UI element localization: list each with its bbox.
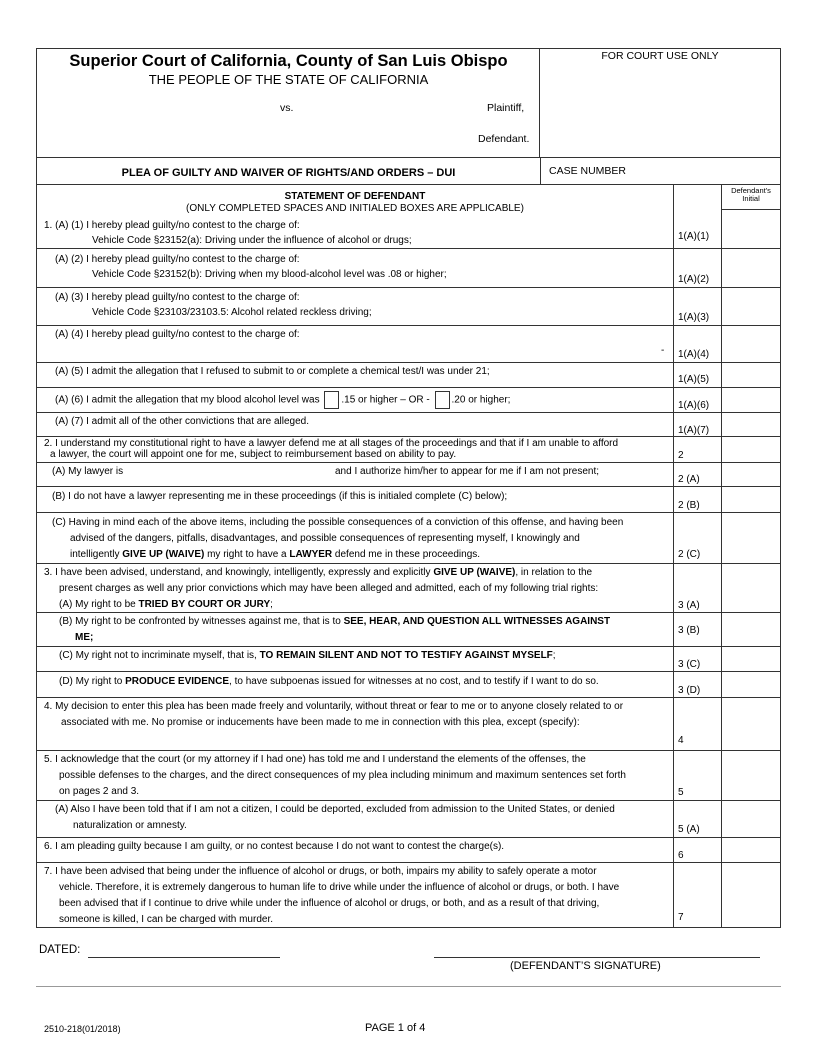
item-4-line1: 4. My decision to enter this plea has been made freely and voluntarily, without threat or fear to me or to anyone closely related to or <box>44 701 624 712</box>
item-3c-text: ; <box>552 650 556 661</box>
divider <box>37 800 780 801</box>
people-line: THE PEOPLE OF THE STATE OF CALIFORNIA <box>148 72 429 87</box>
item-7-line1: 7. I have been advised that being under the influence of alcohol or drugs, or both, impairs my ability to safely operate a motor <box>44 866 597 877</box>
vs-label: vs. <box>280 102 294 114</box>
item-1a7-number: 1(A)(7) <box>678 425 710 436</box>
item-5-line2: possible defenses to the charges, and the direct consequences of my plea including minimum and maximum sentences set forth <box>59 770 626 781</box>
item-3d-text: , to have subpoenas issued for witnesses at no cost, and to testify if I want to do so. <box>229 676 599 687</box>
statement-table <box>36 185 781 928</box>
item-7-line3: been advised that if I continue to drive while under the influence of alcohol or drugs, or both, and as a result of that driving, <box>59 898 600 909</box>
item-2c-line3-text: defend me in these proceedings. <box>332 549 481 560</box>
caption-box <box>36 48 781 185</box>
case-number-field[interactable] <box>540 158 779 185</box>
item-1a2-number: 1(A)(2) <box>678 274 710 285</box>
item-5-line3: on pages 2 and 3. <box>59 786 140 797</box>
divider <box>37 646 780 647</box>
item-2c-line1: (C) Having in mind each of the above items, including the possible consequences of a conviction of this offense, and having been <box>52 517 624 528</box>
item-3b-line1 <box>59 616 610 628</box>
item-4-line2: associated with me. No promise or inducements have been made to me in connection with this plea, except (specify): <box>61 717 580 728</box>
item-2a-pre: (A) My lawyer is <box>52 466 124 477</box>
item-3d-text: (D) My right to <box>59 676 126 687</box>
dated-label: DATED: <box>39 944 81 956</box>
plaintiff-label: Plaintiff, <box>487 102 525 114</box>
item-3a-line1 <box>59 599 273 611</box>
item-3d-line1 <box>59 676 599 688</box>
item-2c-line3-text: my right to have a <box>204 549 290 560</box>
item-7-line4: someone is killed, I can be charged with murder. <box>59 914 273 925</box>
item-1a4-line1: (A) (4) I hereby plead guilty/no contest to the charge of: <box>55 329 300 340</box>
divider <box>37 837 780 838</box>
item-2c-line3 <box>70 549 480 561</box>
item-5-line1: 5. I acknowledge that the court (or my attorney if I had one) has told me and I understand the elements of the offenses, the <box>44 754 586 765</box>
item-2a-number: 2 (A) <box>678 474 700 485</box>
item-3a-text: ; <box>270 599 273 610</box>
item-1a3-number: 1(A)(3) <box>678 312 710 323</box>
item-3b-bold: SEE, HEAR, AND QUESTION ALL WITNESSES AGAINST <box>343 616 611 627</box>
divider <box>37 563 780 564</box>
court-use-box[interactable] <box>540 49 780 157</box>
initial-column-divider <box>721 185 722 927</box>
item-3-line2: present charges as well any prior convictions which may have been alleged and admitted, each of my following trial rights: <box>59 583 599 594</box>
bac-015-checkbox[interactable] <box>324 391 339 409</box>
divider <box>37 697 780 698</box>
item-3a-text: (A) My right to be <box>59 599 139 610</box>
item-2c-line3-text: intelligently <box>70 549 123 560</box>
item-5-number: 5 <box>678 787 684 798</box>
divider <box>37 387 780 388</box>
divider <box>37 248 780 249</box>
item-2-number: 2 <box>678 450 684 461</box>
item-1a1-line1: 1. (A) (1) I hereby plead guilty/no contest to the charge of: <box>44 220 300 231</box>
item-1a6-text-post: .20 or higher; <box>451 394 511 406</box>
item-2c-number: 2 (C) <box>678 549 701 560</box>
item-3a-bold: TRIED BY COURT OR JURY <box>138 599 271 610</box>
signature-field[interactable] <box>434 957 760 958</box>
item-3a-number: 3 (A) <box>678 600 700 611</box>
item-3-line1-text: 3. I have been advised, understand, and knowingly, intelligently, expressly and explicitly <box>44 567 434 578</box>
item-1a6-text-pre: (A) (6) I admit the allegation that my blood alcohol level was <box>55 394 320 406</box>
item-3c-line1 <box>59 650 556 662</box>
item-1a5-line1: (A) (5) I admit the allegation that I refused to submit to or complete a chemical test/I was under 21; <box>55 366 490 377</box>
footer-rule <box>36 986 781 987</box>
form-number: 2510-218(01/2018) <box>44 1024 121 1034</box>
item-3c-text: (C) My right not to incriminate myself, that is, <box>59 650 260 661</box>
item-6-number: 6 <box>678 850 684 861</box>
divider <box>37 750 780 751</box>
item-2b-line1: (B) I do not have a lawyer representing me in these proceedings (if this is initialed complete (C) below); <box>52 491 508 502</box>
divider <box>37 362 780 363</box>
divider <box>37 412 780 413</box>
item-3-line1 <box>44 567 592 579</box>
form-title: PLEA OF GUILTY AND WAIVER OF RIGHTS/AND ORDERS – DUI <box>121 167 456 179</box>
divider <box>37 486 780 487</box>
divider <box>37 671 780 672</box>
item-3b-number: 3 (B) <box>678 625 700 636</box>
item-3b-text: (B) My right to be confronted by witnesses against me, that is to <box>59 616 344 627</box>
divider <box>37 862 780 863</box>
item-7-number: 7 <box>678 912 684 923</box>
court-name: Superior Court of California, County of San Luis Obispo <box>69 52 508 70</box>
divider <box>37 287 780 288</box>
item-1a3-line1: (A) (3) I hereby plead guilty/no contest to the charge of: <box>55 292 300 303</box>
item-1a6-text-mid: .15 or higher – OR - <box>341 394 430 406</box>
case-number-label: CASE NUMBER <box>549 165 627 177</box>
number-column-divider <box>673 185 674 927</box>
item-7-line2: vehicle. Therefore, it is extremely dangerous to human life to drive while under the influence of alcohol or drugs, or both. I have <box>59 882 620 893</box>
item-2-line2: a lawyer, the court will appoint one for me, subject to reimbursement based on ability to pay. <box>50 449 457 460</box>
item-1a7-line1: (A) (7) I admit all of the other convictions that are alleged. <box>55 416 310 427</box>
item-5a-number: 5 (A) <box>678 824 700 835</box>
item-6-line1: 6. I am pleading guilty because I am guilty, or no contest because I do not want to contest the charge(s). <box>44 841 505 852</box>
item-3-line1-text: , in relation to the <box>515 567 593 578</box>
bac-020-checkbox[interactable] <box>435 391 450 409</box>
item-2c-lawyer: LAWYER <box>289 549 333 560</box>
item-2c-waive: GIVE UP (WAIVE) <box>122 549 205 560</box>
item-1a5-number: 1(A)(5) <box>678 374 710 385</box>
statement-title: STATEMENT OF DEFENDANT <box>284 191 426 202</box>
signature-label: (DEFENDANT’S SIGNATURE) <box>510 960 661 972</box>
initial-column-header: Defendant's Initial <box>731 186 771 203</box>
divider <box>37 612 780 613</box>
defendant-label: Defendant. <box>478 133 530 145</box>
item-1a2-line1: (A) (2) I hereby plead guilty/no contest to the charge of: <box>55 254 300 265</box>
item-1a4-number: 1(A)(4) <box>678 349 710 360</box>
divider <box>37 512 780 513</box>
item-2-line1: 2. I understand my constitutional right to have a lawyer defend me at all stages of the proceedings and that if I am unable to afford <box>44 438 619 449</box>
item-1a6-line1 <box>55 391 510 409</box>
item-1a1-line2: Vehicle Code §23152(a): Driving under the influence of alcohol or drugs; <box>92 235 412 246</box>
page-number: PAGE 1 of 4 <box>365 1022 426 1034</box>
item-1a4-mark: - <box>661 345 665 356</box>
item-3d-number: 3 (D) <box>678 685 701 696</box>
item-3-waive: GIVE UP (WAIVE) <box>433 567 516 578</box>
item-1a3-line2: Vehicle Code §23103/23103.5: Alcohol related reckless driving; <box>92 307 372 318</box>
caption-left <box>37 49 540 157</box>
item-3b-line2: ME; <box>75 632 94 643</box>
divider <box>37 325 780 326</box>
item-2c-line2: advised of the dangers, pitfalls, disadvantages, and possible consequences of representing myself, I knowingly and <box>70 533 580 544</box>
item-1a2-line2: Vehicle Code §23152(b): Driving when my blood-alcohol level was .08 or higher; <box>92 269 447 280</box>
divider <box>37 436 780 437</box>
item-3d-bold: PRODUCE EVIDENCE <box>125 676 230 687</box>
item-5a-line1: (A) Also I have been told that if I am not a citizen, I could be deported, excluded from admission to the United States, or denied <box>55 804 615 815</box>
item-4-number: 4 <box>678 735 684 746</box>
item-2a-post: and I authorize him/her to appear for me if I am not present; <box>335 466 600 477</box>
item-3c-number: 3 (C) <box>678 659 701 670</box>
title-row <box>37 157 780 186</box>
divider <box>721 209 780 210</box>
statement-subtitle: (ONLY COMPLETED SPACES AND INITIALED BOXES ARE APPLICABLE) <box>186 203 524 214</box>
divider <box>37 462 780 463</box>
item-2b-number: 2 (B) <box>678 500 700 511</box>
item-5a-line2: naturalization or amnesty. <box>73 820 187 831</box>
item-3c-bold: TO REMAIN SILENT AND NOT TO TESTIFY AGAINST MYSELF <box>259 650 553 661</box>
item-1a1-number: 1(A)(1) <box>678 231 710 242</box>
court-use-label: FOR COURT USE ONLY <box>601 50 719 62</box>
item-1a6-number: 1(A)(6) <box>678 400 710 411</box>
date-field[interactable] <box>88 957 280 958</box>
